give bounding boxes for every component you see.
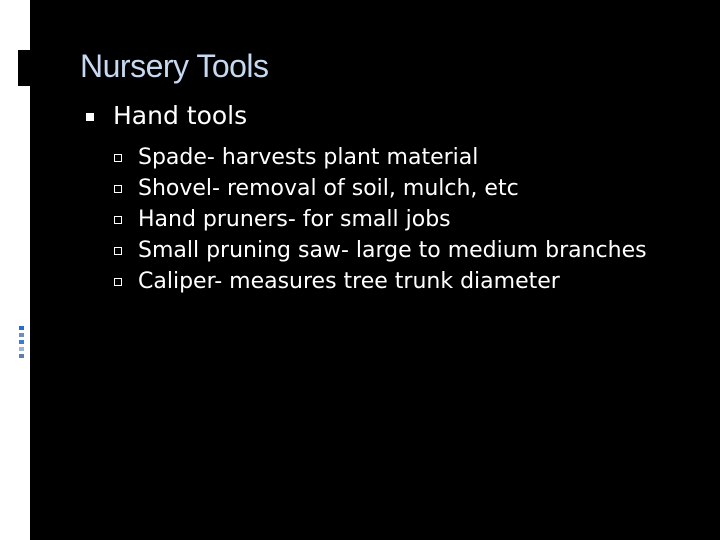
list-item [114, 142, 674, 173]
accent-marks [19, 326, 24, 370]
square-bullet-icon [86, 113, 94, 121]
list-item-label: Hand pruners- for small jobs [138, 207, 451, 232]
hollow-square-bullet-icon [114, 185, 122, 193]
list-item [114, 235, 674, 266]
list-item [114, 173, 674, 204]
hollow-square-bullet-icon [114, 247, 122, 255]
accent-mark [19, 333, 24, 337]
accent-block [18, 50, 30, 86]
hollow-square-bullet-icon [114, 278, 122, 286]
sub-bullet-list [114, 142, 674, 297]
hollow-square-bullet-icon [114, 216, 122, 224]
bullet-hand-tools [86, 101, 247, 130]
bullet-label: Hand tools [113, 101, 248, 130]
list-item-label: Spade- harvests plant material [138, 145, 479, 170]
list-item [114, 266, 674, 297]
slide-title: Nursery Tools [80, 48, 269, 84]
list-item-label: Caliper- measures tree trunk diameter [138, 269, 560, 294]
list-item [114, 204, 674, 235]
list-item-label: Shovel- removal of soil, mulch, etc [138, 176, 519, 201]
accent-mark [19, 326, 24, 330]
accent-mark [19, 340, 24, 344]
accent-mark [19, 347, 24, 351]
left-accent-strip [0, 0, 30, 540]
accent-mark [19, 354, 24, 358]
hollow-square-bullet-icon [114, 154, 122, 162]
list-item-label: Small pruning saw- large to medium branches [138, 238, 647, 263]
